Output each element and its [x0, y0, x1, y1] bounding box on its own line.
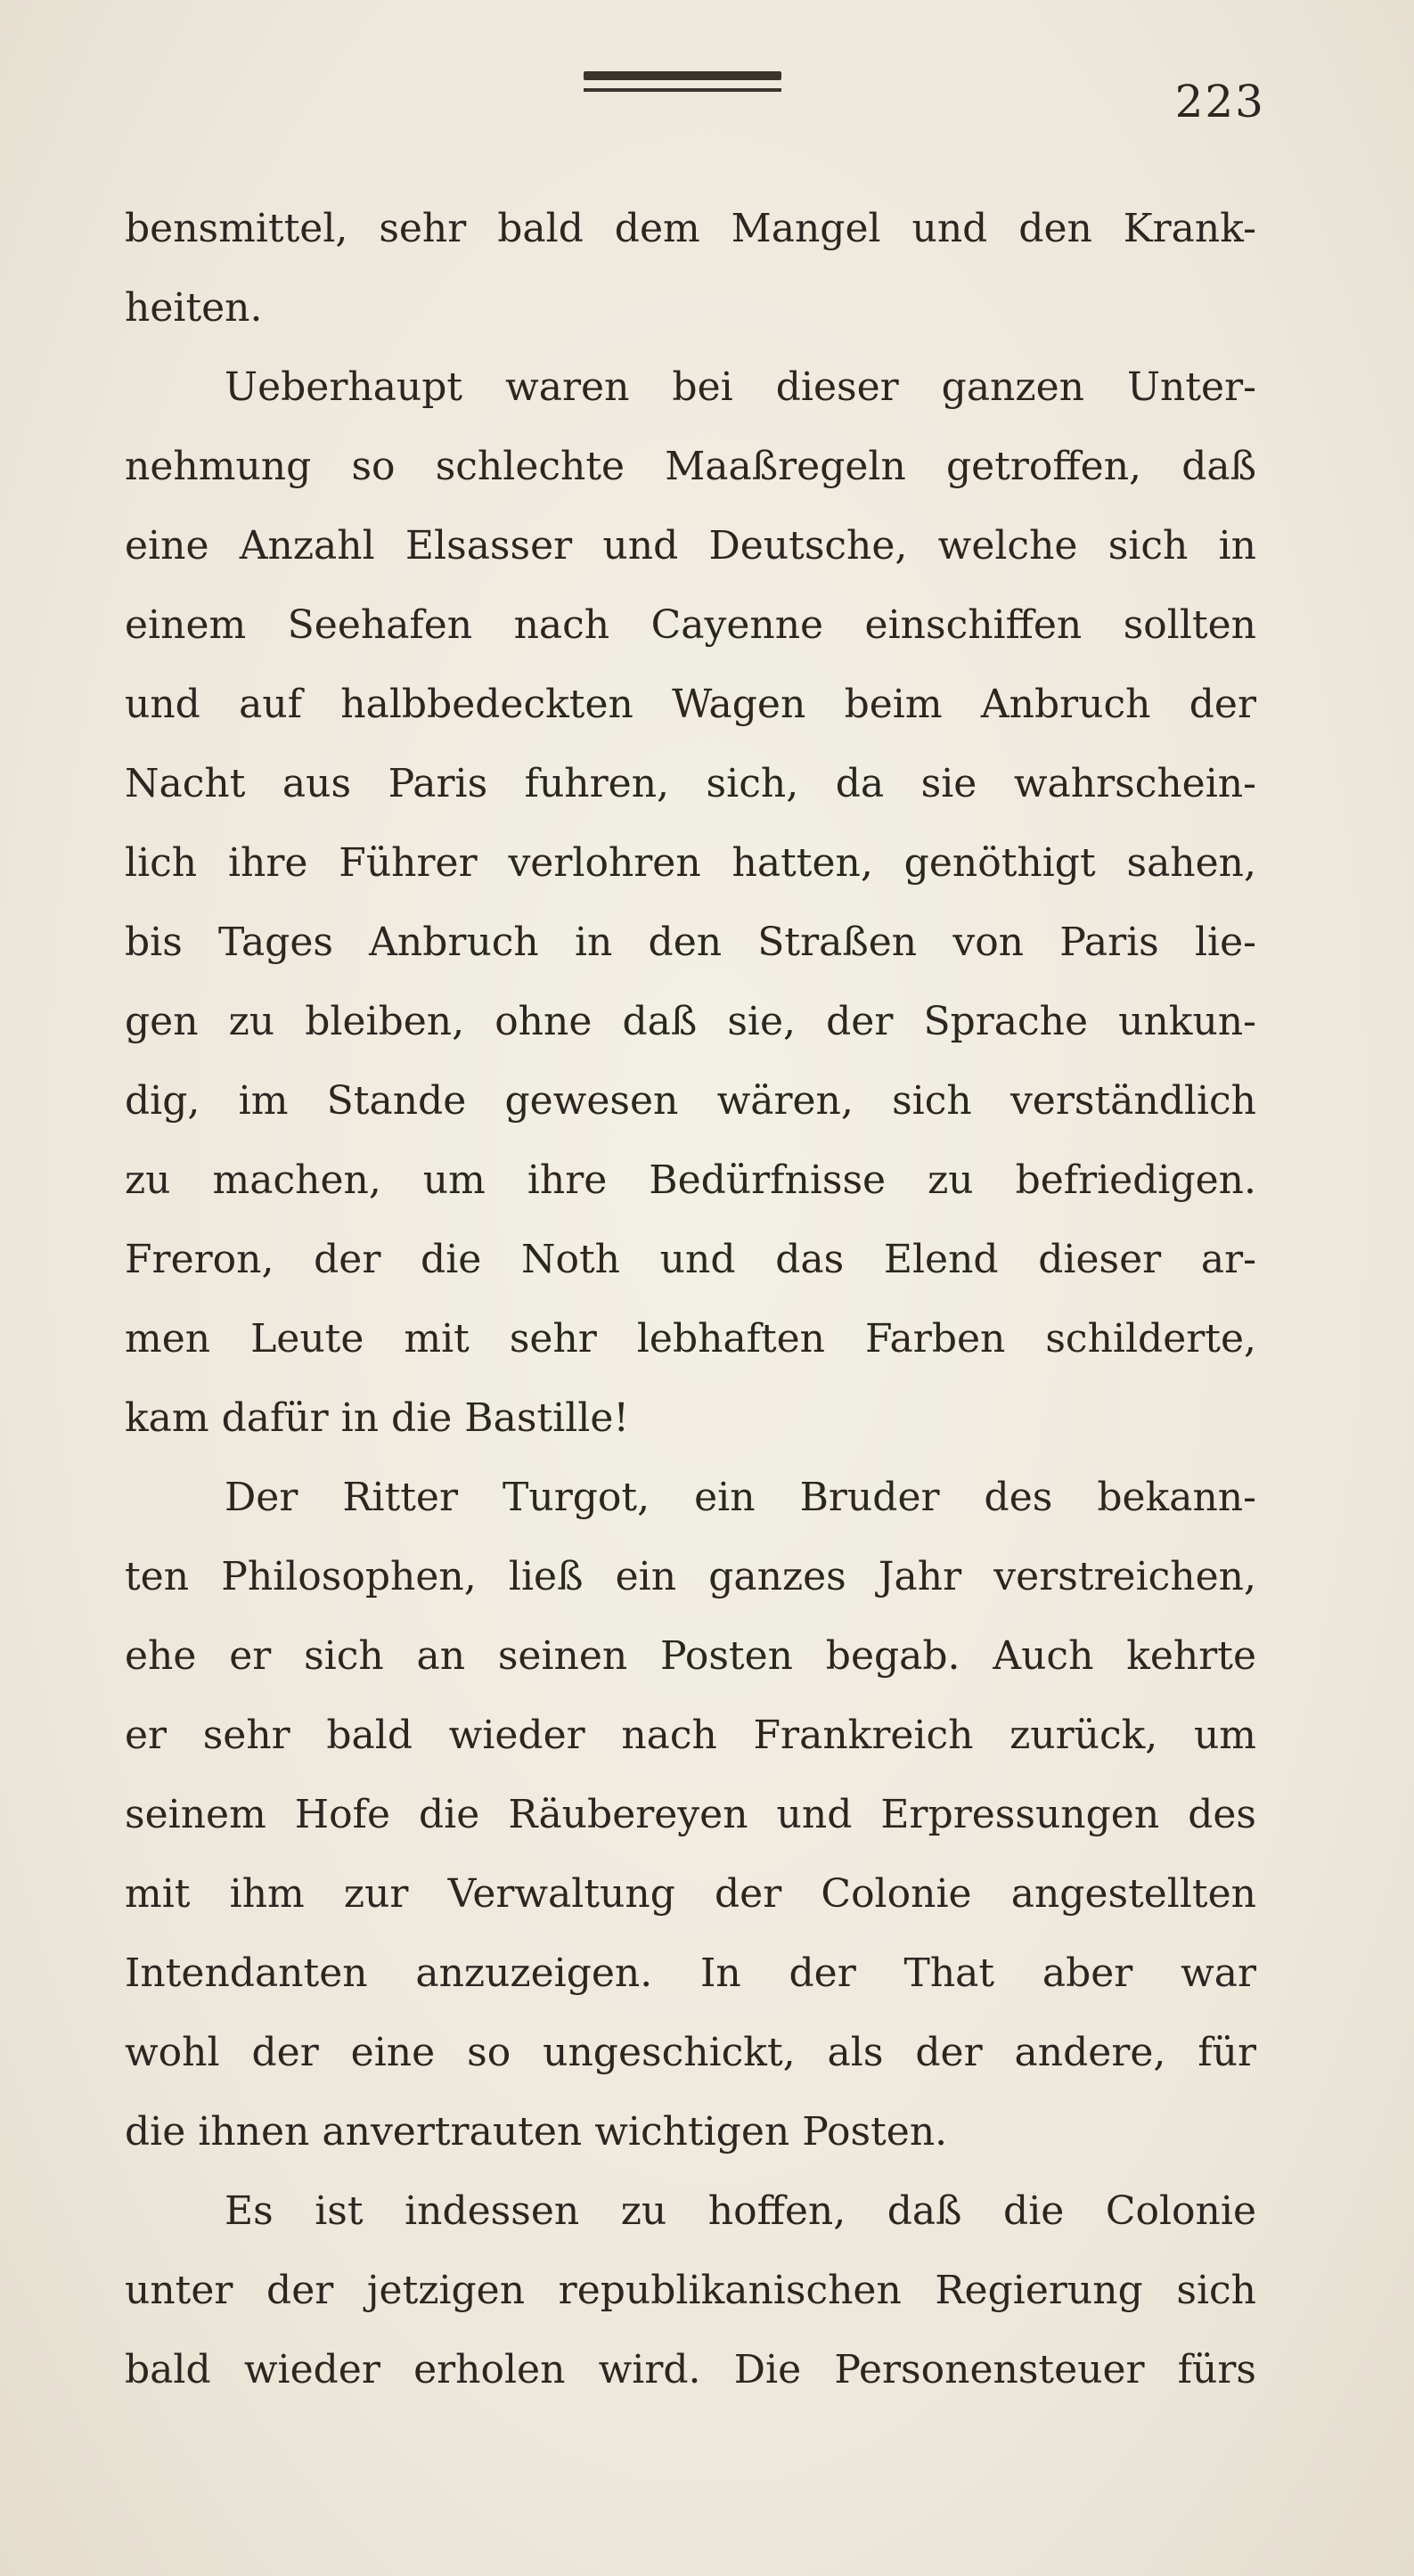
header-rule-thin: [584, 88, 781, 92]
text-line: und auf halbbedeckten Wagen beim Anbruch der: [125, 682, 1256, 727]
text-line: Nacht aus Paris fuhren, sich, da sie wahrschein-: [125, 761, 1256, 806]
text-line: einem Seehafen nach Cayenne einschiffen sollten: [125, 602, 1256, 648]
header-ornament-rule: [584, 71, 781, 98]
text-line: Der Ritter Turgot, ein Bruder des bekann-: [225, 1475, 1256, 1520]
text-line: Freron, der die Noth und das Elend dieser ar-: [125, 1237, 1256, 1282]
text-line: kam dafür in die Bastille!: [125, 1395, 630, 1441]
text-line: ten Philosophen, ließ ein ganzes Jahr verstreichen,: [125, 1554, 1256, 1599]
text-line: gen zu bleiben, ohne daß sie, der Sprache unkun-: [125, 999, 1256, 1044]
text-line: lich ihre Führer verlohren hatten, genöthigt sahen,: [125, 840, 1256, 886]
text-line: bald wieder erholen wird. Die Personensteuer fürs: [125, 2347, 1256, 2392]
text-line: seinem Hofe die Räubereyen und Erpressungen des: [125, 1792, 1256, 1837]
text-line: mit ihm zur Verwaltung der Colonie angestellten: [125, 1871, 1256, 1917]
text-line: bis Tages Anbruch in den Straßen von Paris lie-: [125, 920, 1256, 965]
text-line: zu machen, um ihre Bedürfnisse zu befriedigen.: [125, 1157, 1256, 1203]
text-line: heiten.: [125, 285, 263, 331]
text-line: Es ist indessen zu hoffen, daß die Colonie: [225, 2188, 1256, 2234]
text-line: men Leute mit sehr lebhaften Farben schilderte,: [125, 1316, 1256, 1362]
text-line: wohl der eine so ungeschickt, als der andere, für: [125, 2030, 1256, 2075]
text-line: eine Anzahl Elsasser und Deutsche, welche sich in: [125, 523, 1256, 568]
text-line: die ihnen anvertrauten wichtigen Posten.: [125, 2109, 948, 2155]
text-line: Intendanten anzuzeigen. In der That aber war: [125, 1950, 1256, 1996]
text-line: dig, im Stande gewesen wären, sich verständlich: [125, 1078, 1256, 1124]
text-line: er sehr bald wieder nach Frankreich zurück, um: [125, 1713, 1256, 1758]
text-line: ehe er sich an seinen Posten begab. Auch kehrte: [125, 1633, 1256, 1679]
header-rule-thick: [584, 71, 781, 80]
text-line: nehmung so schlechte Maaßregeln getroffen, daß: [125, 444, 1256, 489]
page-number: 223: [1174, 76, 1265, 127]
text-line: bensmittel, sehr bald dem Mangel und den Krank-: [125, 206, 1256, 251]
text-line: unter der jetzigen republikanischen Regierung sich: [125, 2268, 1256, 2313]
body-text: [125, 189, 1256, 2409]
text-line: Ueberhaupt waren bei dieser ganzen Unter-: [225, 364, 1256, 410]
